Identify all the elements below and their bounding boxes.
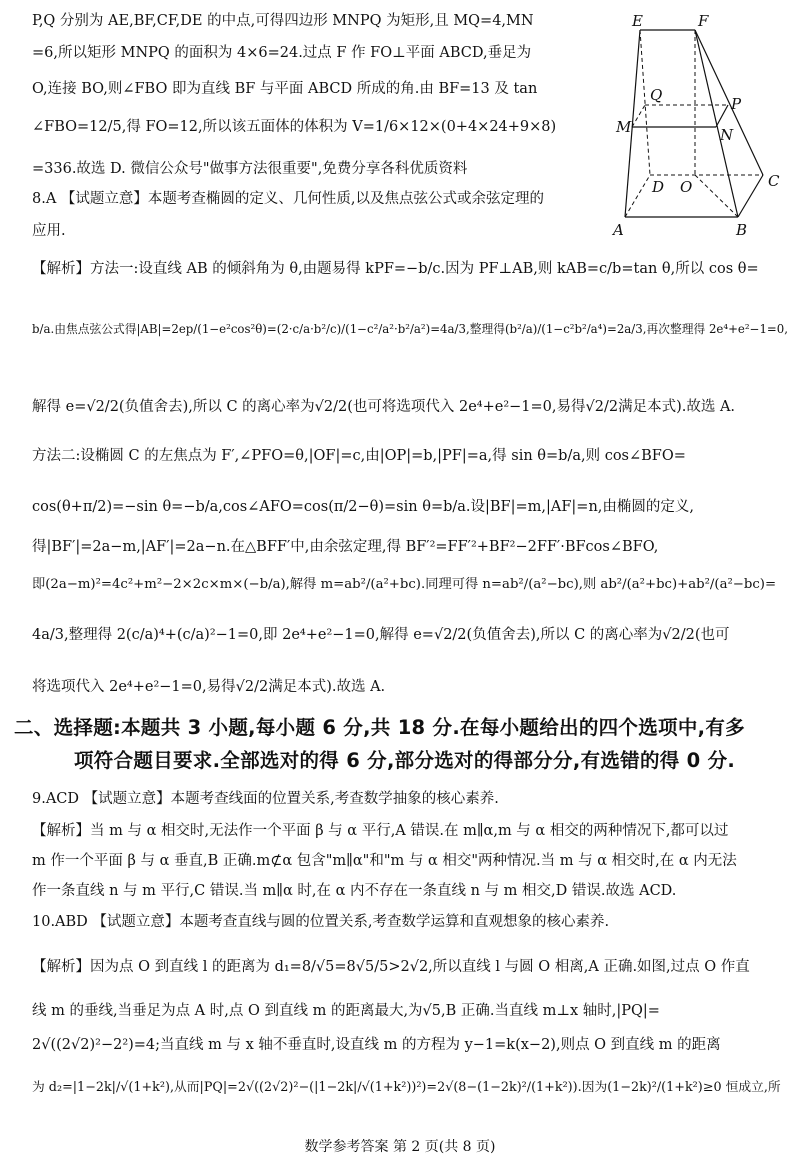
text-line: 8.A 【试题立意】本题考查椭圆的定义、几何性质,以及焦点弦公式或余弦定理的 xyxy=(32,191,545,207)
pentahedron-figure xyxy=(610,10,795,245)
edge-bc xyxy=(738,175,763,217)
edge-np xyxy=(716,105,728,127)
text-line: =6,所以矩形 MNPQ 的面积为 4×6=24.过点 F 作 FO⊥平面 ABCD,垂足为 xyxy=(32,45,532,61)
text-line: 为 d₂=|1−2k|/√(1+k²),从而|PQ|=2√((2√2)²−(|1−2k|/√(1+k²))²)=2√(8−(1−2k)²/(1+k²)).因为(1−2k)²/(1+k²)≥0 恒成立,所 xyxy=(32,1080,781,1095)
text-line: 【解析】因为点 O 到直线 l 的距离为 d₁=8/√5=8√5/5>2√2,所以直线 l 与圆 O 相离,A 正确.如图,过点 O 作直 xyxy=(32,959,750,975)
text-line: 线 m 的垂线,当垂足为点 A 时,点 O 到直线 m 的距离最大,为√5,B 正确.当直线 m⊥x 轴时,|PQ|= xyxy=(32,1003,660,1019)
label-e: E xyxy=(632,12,643,30)
label-a: A xyxy=(613,221,624,239)
label-d: D xyxy=(652,178,665,196)
label-c: C xyxy=(768,172,780,190)
text-line: =336.故选 D. 微信公众号"做事方法很重要",免费分享各科优质资料 xyxy=(32,161,468,177)
text-line: 即(2a−m)²=4c²+m²−2×2c×m×(−b/a),解得 m=ab²/(a²+bc).同理可得 n=ab²/(a²−bc),则 ab²/(a²+bc)+ab²/(a²−bc)= xyxy=(32,577,777,592)
text-line: 【解析】方法一:设直线 AB 的倾斜角为 θ,由题易得 kPF=−b/c.因为 PF⊥AB,则 kAB=c/b=tan θ,所以 cos θ= xyxy=(32,261,759,277)
section-heading-line2: 项符合题目要求.全部选对的得 6 分,部分选对的得部分分,有选错的得 0 分. xyxy=(74,749,736,772)
text-line: 10.ABD 【试题立意】本题考查直线与圆的位置关系,考查数学运算和直观想象的核心素养. xyxy=(32,914,610,930)
text-line: O,连接 BO,则∠FBO 即为直线 BF 与平面 ABCD 所成的角.由 BF=13 及 tan xyxy=(32,81,538,97)
text-line: 得|BF′|=2a−m,|AF′|=2a−n.在△BFF′中,由余弦定理,得 BF′²=FF′²+BF²−2FF′·BFcos∠BFO, xyxy=(32,539,659,555)
label-o: O xyxy=(680,178,693,196)
text-line: 作一条直线 n 与 m 平行,C 错误.当 m∥α 时,在 α 内不存在一条直线 n 与 m 相交,D 错误.故选 ACD. xyxy=(32,883,677,899)
edge-ad-hidden xyxy=(625,175,650,217)
text-line: 9.ACD 【试题立意】本题考查线面的位置关系,考查数学抽象的核心素养. xyxy=(32,791,499,807)
label-m: M xyxy=(616,118,632,136)
text-line: 将选项代入 2e⁴+e²−1=0,易得√2/2满足本式).故选 A. xyxy=(32,679,386,695)
edge-ed-hidden xyxy=(640,30,650,175)
text-line: 【解析】当 m 与 α 相交时,无法作一个平面 β 与 α 平行,A 错误.在 m∥α,m 与 α 相交的两种情况下,都可以过 xyxy=(32,823,729,839)
edge-ob-hidden xyxy=(695,175,738,217)
edge-fb xyxy=(695,30,738,217)
page-footer: 数学参考答案 第 2 页(共 8 页) xyxy=(304,1139,496,1155)
text-line: 2√((2√2)²−2²)=4;当直线 m 与 x 轴不垂直时,设直线 m 的方程为 y−1=k(x−2),则点 O 到直线 m 的距离 xyxy=(32,1037,721,1053)
label-p: P xyxy=(731,95,742,113)
text-line: P,Q 分别为 AE,BF,CF,DE 的中点,可得四边形 MNPQ 为矩形,且 MQ=4,MN xyxy=(32,13,534,29)
text-line: cos(θ+π/2)=−sin θ=−b/a,cos∠AFO=cos(π/2−θ)=sin θ=b/a.设|BF|=m,|AF|=n,由椭圆的定义, xyxy=(32,499,695,515)
text-line: b/a.由焦点弦公式得|AB|=2ep/(1−e²cos²θ)=(2·c/a·b²/c)/(1−c²/a²·b²/a²)=4a/3,整理得(b²/a)/(1−c²b²/a⁴)=2a/3,再次整理得 2e⁴+e²−1=0, xyxy=(32,322,788,336)
label-n: N xyxy=(720,126,734,144)
text-line: m 作一个平面 β 与 α 垂直,B 正确.m⊄α 包含"m∥α"和"m 与 α 相交"两种情况.当 m 与 α 相交时,在 α 内无法 xyxy=(32,853,737,869)
text-line: 方法二:设椭圆 C 的左焦点为 F′,∠PFO=θ,|OF|=c,由|OP|=b,|PF|=a,得 sin θ=b/a,则 cos∠BFO= xyxy=(32,448,686,464)
section-heading-line1: 二、选择题:本题共 3 小题,每小题 6 分,共 18 分.在每小题给出的四个选项中,有多 xyxy=(14,716,745,739)
text-line: 解得 e=√2/2(负值舍去),所以 C 的离心率为√2/2(也可将选项代入 2e⁴+e²−1=0,易得√2/2满足本式).故选 A. xyxy=(32,399,736,415)
text-line: 4a/3,整理得 2(c/a)⁴+(c/a)²−1=0,即 2e⁴+e²−1=0,解得 e=√2/2(负值舍去),所以 C 的离心率为√2/2(也可 xyxy=(32,627,730,643)
edge-fc xyxy=(695,30,763,175)
label-q: Q xyxy=(650,86,663,104)
text-line: 应用. xyxy=(32,223,66,239)
label-b: B xyxy=(736,221,748,239)
label-f: F xyxy=(698,12,709,30)
text-line: ∠FBO=12/5,得 FO=12,所以该五面体的体积为 V=1/6×12×(0+4×24+9×8) xyxy=(32,119,557,135)
